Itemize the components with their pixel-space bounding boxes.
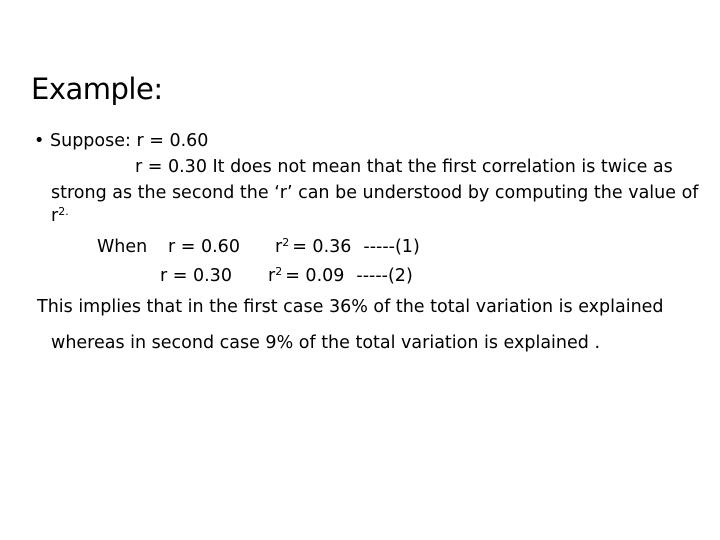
whereas-line: whereas in second case 9% of the total variation is explained . [51,333,601,353]
when-r1: r = 0.60 [168,237,240,257]
r2-value: = 0.09 [285,266,345,286]
r-squared-exponent: 2 [58,204,66,218]
r-squared-base: r [51,206,59,226]
implies-line: This implies that in the first case 36% of the total variation is explained [37,297,664,317]
r2-exponent: 2 [275,264,283,278]
r2-reference: -----(2) [356,266,413,286]
r1-value: = 0.36 [292,237,352,257]
bullet-icon: • [34,131,45,151]
when-label: When [97,237,148,257]
r1-base: r [275,237,283,257]
r-squared-dot: . [65,204,69,218]
strong-line: strong as the second the ‘r’ can be understood by computing the value of [51,183,699,203]
r1-squared-expression [275,236,420,258]
when-r2: r = 0.30 [160,266,232,286]
r1-reference: -----(1) [363,237,420,257]
second-correlation-line: r = 0.30 It does not mean that the first correlation is twice as [135,157,673,177]
suppose-text: Suppose: r = 0.60 [50,131,209,151]
bullet-suppose [34,130,208,152]
r-squared-line [51,205,69,227]
r2-base: r [268,266,276,286]
slide-title: Example: [31,72,163,106]
r2-squared-expression [268,265,413,287]
r1-exponent: 2 [282,235,290,249]
